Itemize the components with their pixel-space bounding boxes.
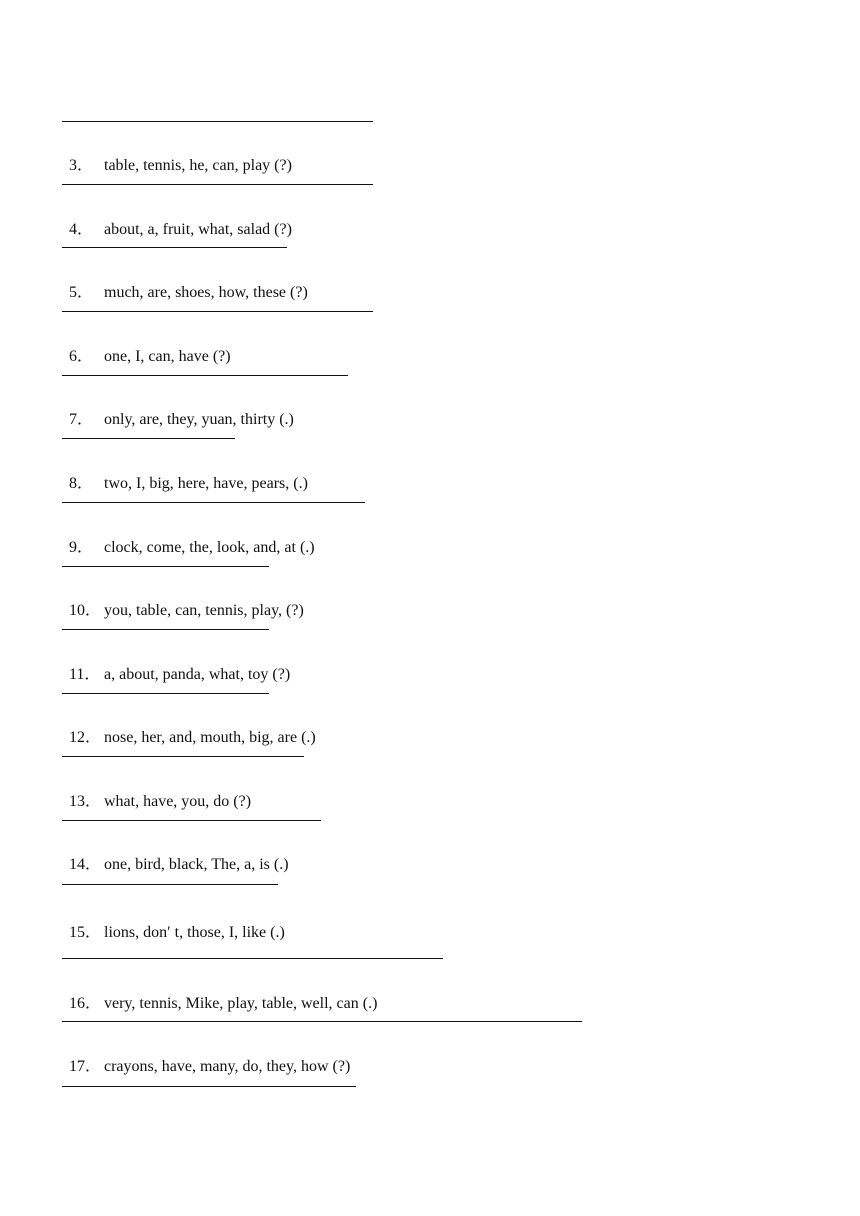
question-number: 7．: [69, 411, 94, 428]
question-number: 13．: [69, 793, 102, 810]
answer-blank-6[interactable]: [62, 375, 348, 376]
question-words: much, are, shoes, how, these (?): [104, 284, 308, 301]
answer-blank-15[interactable]: [62, 958, 443, 959]
question-number: 11．: [69, 666, 101, 683]
question-17: [61, 1037, 350, 1077]
question-number: 17．: [69, 1058, 102, 1075]
question-6: [61, 327, 231, 367]
question-words: about, a, fruit, what, salad (?): [104, 221, 292, 238]
question-number: 14．: [69, 856, 102, 873]
question-5: [61, 263, 308, 303]
question-4: [61, 200, 292, 240]
question-3: [61, 136, 292, 176]
question-number: 12．: [69, 729, 102, 746]
answer-blank-2[interactable]: [62, 121, 373, 122]
answer-blank-14[interactable]: [62, 884, 278, 885]
question-words: two, I, big, here, have, pears, (.): [104, 475, 308, 492]
question-number: 4．: [69, 221, 94, 238]
answer-blank-8[interactable]: [62, 502, 365, 503]
question-13: [61, 772, 251, 812]
question-number: 8．: [69, 475, 94, 492]
question-11: [61, 645, 290, 685]
question-10: [61, 581, 304, 621]
question-8: [61, 454, 308, 494]
answer-blank-7[interactable]: [62, 438, 235, 439]
question-16: [61, 974, 377, 1014]
question-words: you, table, can, tennis, play, (?): [104, 602, 304, 619]
question-words: table, tennis, he, can, play (?): [104, 157, 292, 174]
question-number: 5．: [69, 284, 94, 301]
question-words: only, are, they, yuan, thirty (.): [104, 411, 294, 428]
answer-blank-5[interactable]: [62, 311, 373, 312]
answer-blank-4[interactable]: [62, 247, 287, 248]
answer-blank-12[interactable]: [62, 756, 304, 757]
question-number: 6．: [69, 348, 94, 365]
answer-blank-10[interactable]: [62, 629, 269, 630]
question-words: what, have, you, do (?): [104, 793, 252, 810]
question-number: 16．: [69, 995, 102, 1012]
question-15: [61, 903, 285, 943]
question-words: lions, don′ t, those, I, like (.): [104, 924, 285, 941]
question-words: a, about, panda, what, toy (?): [104, 666, 291, 683]
answer-blank-13[interactable]: [62, 820, 321, 821]
question-number: 9．: [69, 539, 94, 556]
question-9: [61, 518, 315, 558]
question-number: 10．: [69, 602, 102, 619]
question-words: nose, her, and, mouth, big, are (.): [104, 729, 316, 746]
question-number: 15．: [69, 924, 102, 941]
question-12: [61, 708, 316, 748]
question-7: [61, 390, 294, 430]
answer-blank-17[interactable]: [62, 1086, 356, 1087]
question-words: one, I, can, have (?): [104, 348, 231, 365]
answer-blank-9[interactable]: [62, 566, 269, 567]
question-words: crayons, have, many, do, they, how (?): [104, 1058, 351, 1075]
question-14: [61, 835, 289, 875]
question-words: clock, come, the, look, and, at (.): [104, 539, 315, 556]
question-words: one, bird, black, The, a, is (.): [104, 856, 289, 873]
answer-blank-11[interactable]: [62, 693, 269, 694]
answer-blank-16[interactable]: [62, 1021, 582, 1022]
answer-blank-3[interactable]: [62, 184, 373, 185]
question-words: very, tennis, Mike, play, table, well, can (.): [104, 995, 378, 1012]
question-number: 3．: [69, 157, 94, 174]
